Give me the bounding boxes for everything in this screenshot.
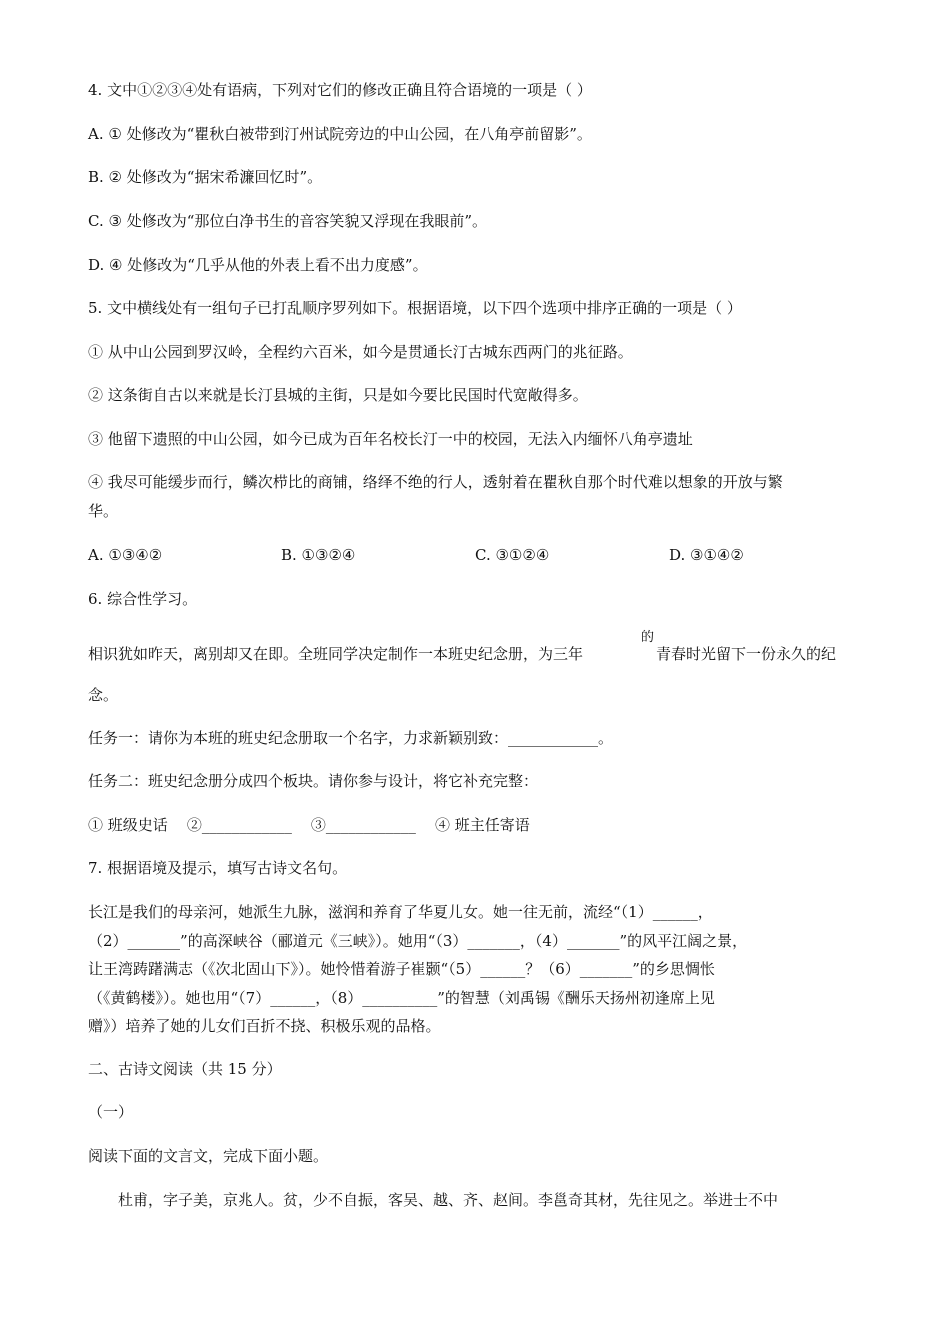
q5-option-d: D. ③①④②: [669, 546, 744, 564]
q7-stem: 7. 根据语境及提示，填写古诗文名句。: [88, 859, 348, 877]
q5-option-a: A. ①③④②: [88, 546, 163, 564]
section2-instruction: 阅读下面的文言文，完成下面小题。: [88, 1147, 329, 1165]
section2-sub: （一）: [88, 1103, 134, 1121]
section2-heading: 二、古诗文阅读（共 15 分）: [88, 1060, 282, 1078]
q5-sentence-1: ① 从中山公园到罗汉岭，全程约六百米，如今是贯通长汀古城东西两门的兆征路。: [88, 343, 633, 361]
q5-sentence-3: ③ 他留下遗照的中山公园，如今已成为百年名校长汀一中的校园，无法入内缅怀八角亭遗址: [88, 430, 693, 448]
q4-option-c: C. ③ 处修改为“那位白净书生的音容笑貌又浮现在我眼前”。: [88, 212, 488, 230]
q6-intro-superscript: 的: [641, 630, 655, 645]
q6-task2-items: ① 班级史话 ②____________ ③____________ ④ 班主任寄语: [88, 816, 530, 834]
q6-intro-part1: 相识犹如昨天，离别却又在即。全班同学决定制作一本班史纪念册，为三年: [88, 645, 584, 663]
q5-option-b: B. ①③②④: [281, 546, 356, 564]
q5-sentence-4-line1: ④ 我尽可能缓步而行，鳞次栉比的商铺，络绎不绝的行人，透射着在瞿秋自那个时代难以想象的开放与繁: [88, 473, 783, 491]
q6-task2: 任务二：班史纪念册分成四个板块。请你参与设计，将它补充完整：: [88, 772, 539, 790]
q7-line1: 长江是我们的母亲河，她派生九脉，滋润和养育了华夏儿女。她一往无前，流经“（1）______，: [88, 903, 713, 921]
q4-option-a: A. ① 处修改为“瞿秋白被带到汀州试院旁边的中山公园，在八角亭前留影”。: [88, 125, 592, 143]
q5-sentence-4-line2: 华。: [88, 502, 119, 520]
q5-stem: 5. 文中横线处有一组句子已打乱顺序罗列如下。根据语境，以下四个选项中排序正确的一项是（ ）: [88, 299, 742, 317]
q4-option-d: D. ④ 处修改为“几乎从他的外表上看不出力度感”。: [88, 256, 428, 274]
q7-line3: 让王湾踌躇满志（《次北固山下》）。她怜惜着游子崔颢“（5）______？（6）_______”的乡思惆怅: [88, 960, 715, 978]
q7-line2: （2）_______”的高深峡谷（郦道元《三峡》）。她用“（3）_______，（4）_______”的风平江阔之景，: [88, 932, 748, 950]
section2-passage-line1: 杜甫，字子美，京兆人。贫，少不自振，客吴、越、齐、赵间。李邕奇其材，先往见之。举进士不中: [118, 1191, 779, 1209]
q6-stem: 6. 综合性学习。: [88, 590, 198, 608]
q4-stem: 4. 文中①②③④处有语病，下列对它们的修改正确且符合语境的一项是（ ）: [88, 81, 592, 99]
q6-intro-part2: 青春时光留下一份永久的纪: [656, 645, 837, 663]
q5-sentence-2: ② 这条街自古以来就是长汀县城的主街，只是如今要比民国时代宽敞得多。: [88, 386, 588, 404]
q5-option-c: C. ③①②④: [475, 546, 550, 564]
q6-task1: 任务一：请你为本班的班史纪念册取一个名字，力求新颖别致：____________。: [88, 729, 614, 747]
q4-option-b: B. ② 处修改为“据宋希濂回忆时”。: [88, 168, 323, 186]
q7-line5: 赠》）培养了她的儿女们百折不挠、积极乐观的品格。: [88, 1017, 441, 1035]
q7-line4: （《黄鹤楼》）。她也用“（7）______，（8）__________”的智慧（刘禹锡《酬乐天扬州初逢席上见: [88, 989, 715, 1007]
q6-intro-part3: 念。: [88, 686, 119, 704]
